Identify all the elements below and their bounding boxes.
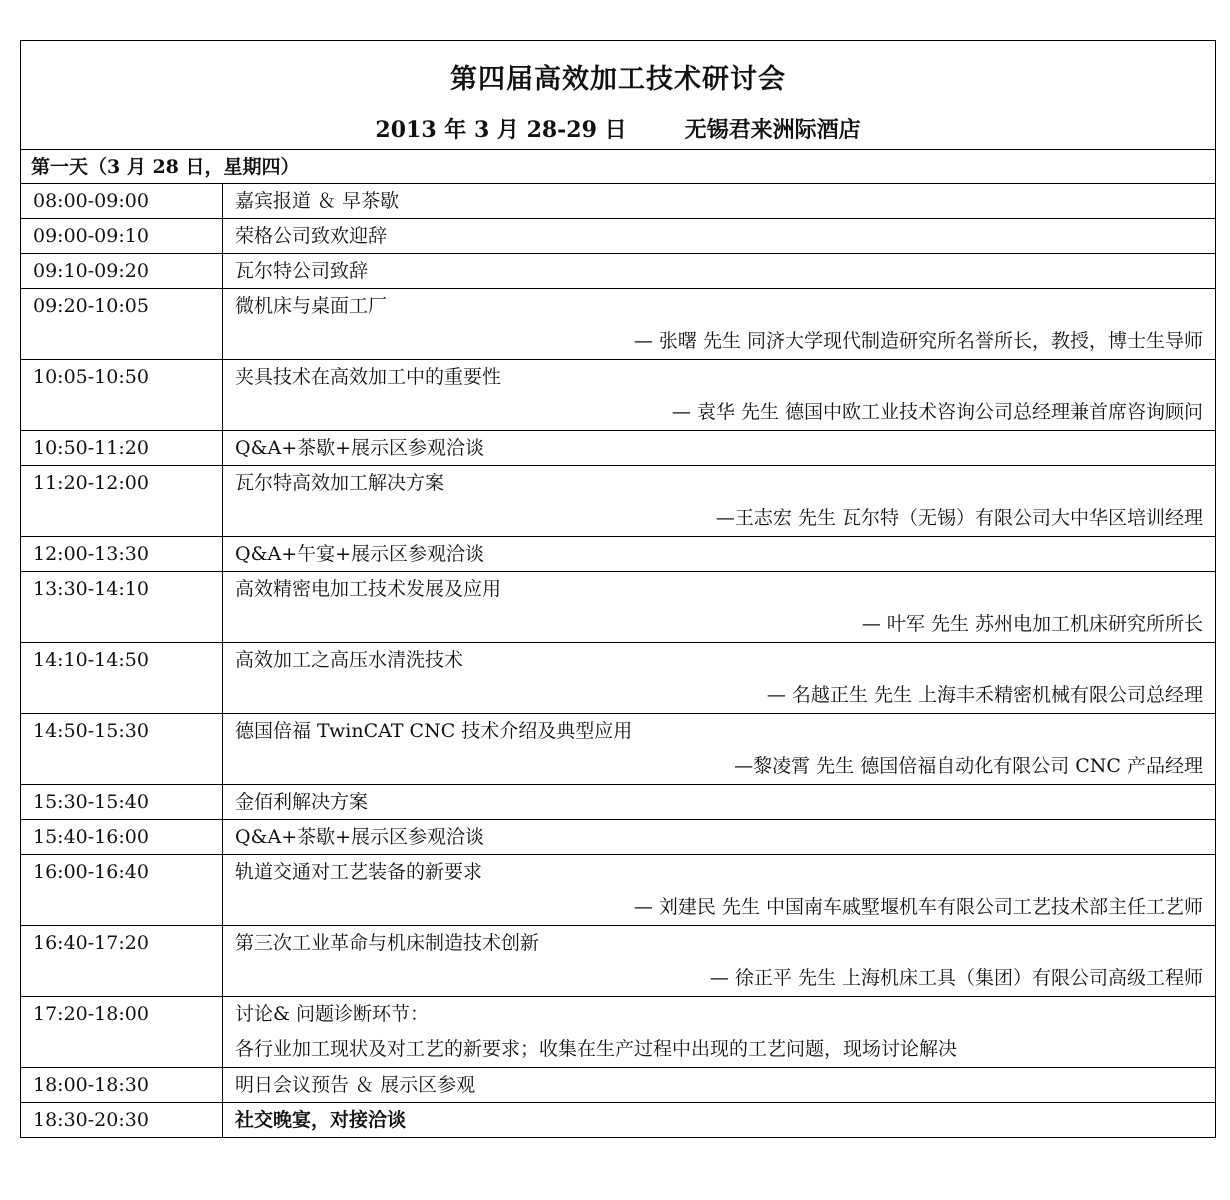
- page-title: 第四届高效加工技术研讨会: [450, 64, 786, 95]
- time-cell: 09:00-09:10: [21, 219, 223, 253]
- session-cell: [223, 466, 1215, 536]
- session-title: 高效加工之高压水清洗技术: [235, 649, 464, 671]
- time-cell: 12:00-13:30: [21, 537, 223, 571]
- time-cell: 16:40-17:20: [21, 926, 223, 996]
- time-cell: 15:40-16:00: [21, 820, 223, 854]
- session-title: 金佰利解决方案: [235, 791, 369, 813]
- speaker-line: — 徐正平 先生 上海机床工具（集团）有限公司高级工程师: [709, 967, 1203, 989]
- table-row: [21, 466, 1215, 537]
- session-cell: [223, 855, 1215, 925]
- table-row: [21, 714, 1215, 785]
- table-row: [21, 184, 1215, 219]
- event-date: 2013 年 3 月 28-29 日: [375, 117, 627, 143]
- time-cell: 18:30-20:30: [21, 1103, 223, 1137]
- session-cell: [223, 219, 1215, 253]
- session-cell: [223, 572, 1215, 642]
- speaker-line: — 叶军 先生 苏州电加工机床研究所所长: [861, 613, 1203, 635]
- table-row: [21, 1068, 1215, 1103]
- session-cell: [223, 926, 1215, 996]
- speaker-line: —王志宏 先生 瓦尔特（无锡）有限公司大中华区培训经理: [715, 507, 1203, 529]
- speaker-line: — 刘建民 先生 中国南车戚墅堰机车有限公司工艺技术部主任工艺师: [633, 896, 1203, 918]
- table-row: [21, 289, 1215, 360]
- table-row: [21, 572, 1215, 643]
- session-title: 瓦尔特高效加工解决方案: [235, 472, 445, 494]
- session-cell: [223, 184, 1215, 218]
- session-cell: [223, 820, 1215, 854]
- session-title: 轨道交通对工艺装备的新要求: [235, 861, 483, 883]
- time-cell: 10:50-11:20: [21, 431, 223, 465]
- session-title: 讨论& 问题诊断环节：: [235, 1003, 429, 1025]
- time-cell: 11:20-12:00: [21, 466, 223, 536]
- session-cell: [223, 1068, 1215, 1102]
- speaker-line: — 名越正生 先生 上海丰禾精密机械有限公司总经理: [766, 684, 1203, 706]
- speaker-line: — 袁华 先生 德国中欧工业技术咨询公司总经理兼首席咨询顾问: [671, 401, 1203, 423]
- session-cell: [223, 997, 1215, 1067]
- time-cell: 14:10-14:50: [21, 643, 223, 713]
- time-cell: 09:10-09:20: [21, 254, 223, 288]
- time-cell: 10:05-10:50: [21, 360, 223, 430]
- table-row: [21, 360, 1215, 431]
- day-header: 第一天（3 月 28 日，星期四）: [21, 150, 1215, 184]
- time-cell: 08:00-09:00: [21, 184, 223, 218]
- table-row: [21, 431, 1215, 466]
- session-cell: [223, 537, 1215, 571]
- speaker-line: 各行业加工现状及对工艺的新要求；收集在生产过程中出现的工艺问题，现场讨论解决: [235, 1038, 958, 1060]
- session-cell: [223, 1103, 1215, 1137]
- title-block: [21, 41, 1215, 150]
- session-cell: [223, 289, 1215, 359]
- table-row: [21, 254, 1215, 289]
- session-cell: [223, 254, 1215, 288]
- time-cell: 13:30-14:10: [21, 572, 223, 642]
- session-title: 微机床与桌面工厂: [235, 295, 388, 317]
- event-subtitle: [21, 113, 1215, 144]
- session-cell: [223, 431, 1215, 465]
- time-cell: 14:50-15:30: [21, 714, 223, 784]
- time-cell: 18:00-18:30: [21, 1068, 223, 1102]
- agenda-rows: [21, 184, 1215, 1137]
- session-title: 嘉宾报道 ＆ 早茶歇: [235, 190, 400, 212]
- session-title: 德国倍福 TwinCAT CNC 技术介绍及典型应用: [235, 720, 633, 742]
- session-title: 明日会议预告 ＆ 展示区参观: [235, 1074, 476, 1096]
- session-title: Q&A+午宴+展示区参观洽谈: [235, 543, 485, 565]
- time-cell: 17:20-18:00: [21, 997, 223, 1067]
- session-cell: [223, 643, 1215, 713]
- table-row: [21, 926, 1215, 997]
- table-row: [21, 219, 1215, 254]
- session-cell: [223, 714, 1215, 784]
- session-title: 夹具技术在高效加工中的重要性: [235, 366, 502, 388]
- speaker-line: —黎凌霄 先生 德国倍福自动化有限公司 CNC 产品经理: [734, 755, 1203, 777]
- table-row: [21, 997, 1215, 1068]
- event-venue: 无锡君来洲际酒店: [684, 117, 861, 143]
- time-cell: 09:20-10:05: [21, 289, 223, 359]
- session-title: 第三次工业革命与机床制造技术创新: [235, 932, 540, 954]
- session-title: Q&A+茶歇+展示区参观洽谈: [235, 826, 485, 848]
- time-cell: 16:00-16:40: [21, 855, 223, 925]
- table-row: [21, 537, 1215, 572]
- time-cell: 15:30-15:40: [21, 785, 223, 819]
- session-title: 社交晚宴，对接洽谈: [235, 1109, 407, 1131]
- table-row: [21, 820, 1215, 855]
- session-title: 瓦尔特公司致辞: [235, 260, 369, 282]
- session-cell: [223, 360, 1215, 430]
- session-title: 荣格公司致欢迎辞: [235, 225, 388, 247]
- session-title: Q&A+茶歇+展示区参观洽谈: [235, 437, 485, 459]
- table-row: [21, 643, 1215, 714]
- session-cell: [223, 785, 1215, 819]
- table-row: [21, 785, 1215, 820]
- speaker-line: — 张曙 先生 同济大学现代制造研究所名誉所长，教授，博士生导师: [633, 330, 1203, 352]
- agenda-table: [20, 40, 1216, 1138]
- table-row: [21, 855, 1215, 926]
- table-row: [21, 1103, 1215, 1137]
- session-title: 高效精密电加工技术发展及应用: [235, 578, 502, 600]
